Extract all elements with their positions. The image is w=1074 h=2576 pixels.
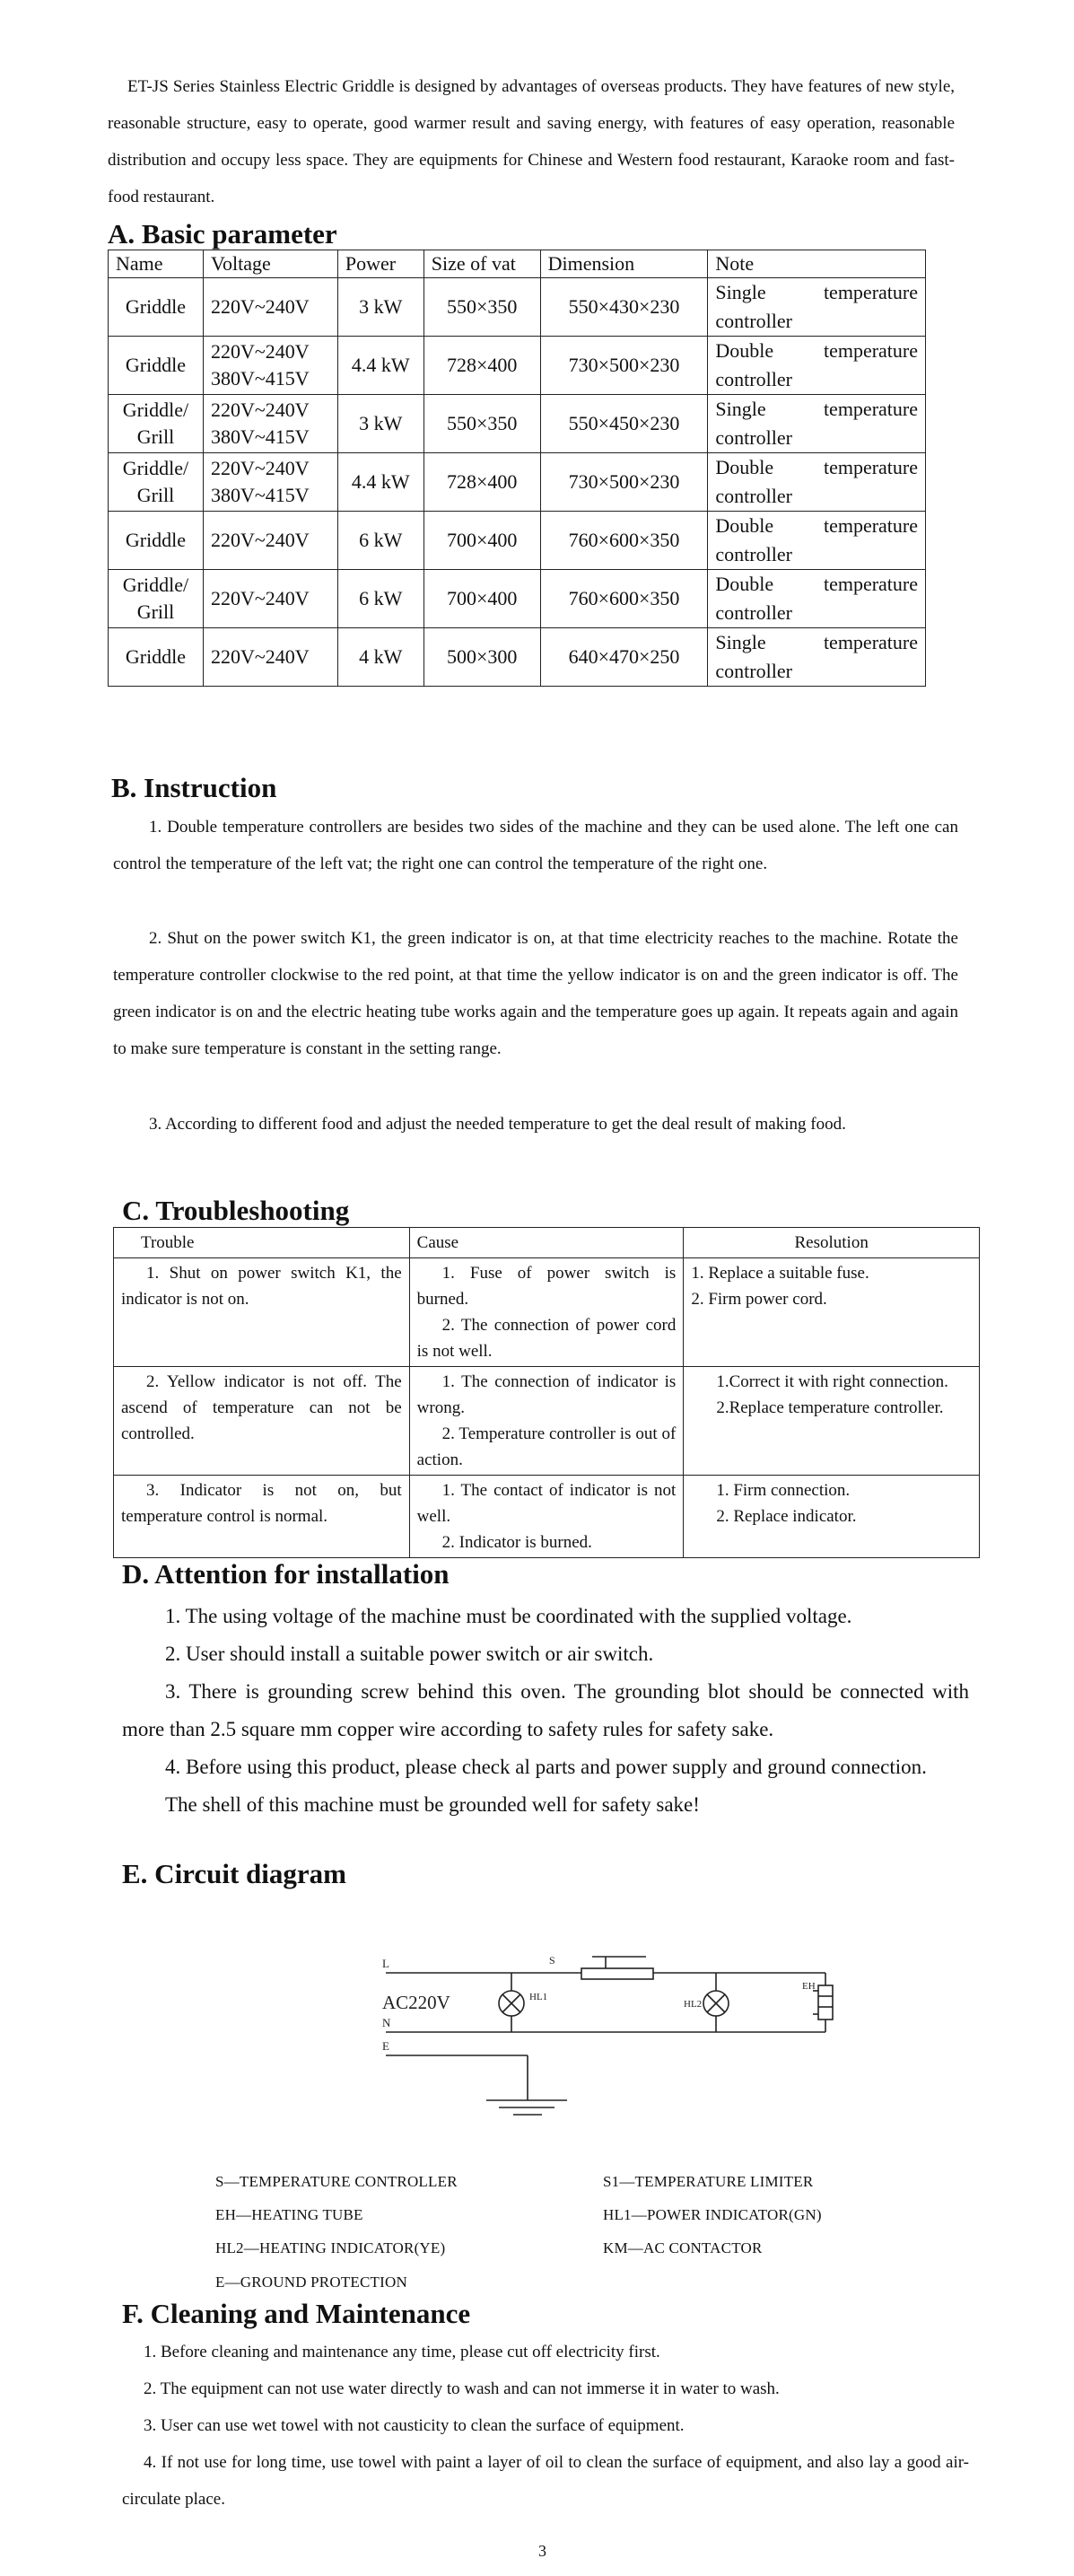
instruction-paragraph-2: 2. Shut on the power switch K1, the green indicator is on, at that time electricity reaches to the machine. Rotate the temperature controller clockwise to the red point, at that time the yellow indicator is on and the green indicator is off. The green indicator is on and the electric heating tube works again and the temperature goes up again. It repeats again and again to make sure temperature is constant in the setting range. (113, 929, 958, 1058)
table-cell-name: Griddle (109, 628, 204, 687)
table-cell-dimension: 730×500×230 (540, 453, 708, 512)
cleaning-list (122, 2334, 969, 2518)
table-cell-power: 6 kW (337, 570, 423, 628)
table-row (114, 1476, 980, 1558)
diagram-label-ac: AC220V (382, 1992, 450, 2013)
section-f-title: F. Cleaning and Maintenance (122, 2298, 471, 2329)
table-cell-size: 728×400 (423, 453, 540, 512)
resolution-line: 1. Firm connection. (716, 1481, 851, 1500)
table-cell-note: Double temperature controller (708, 512, 926, 570)
table-cell-voltage: 220V~240V (203, 512, 337, 570)
table-cell-name: Griddle (109, 278, 204, 337)
table-cell-power: 3 kW (337, 278, 423, 337)
list-item: 4. If not use for long time, use towel with paint a layer of oil to clean the surface of equipment, and also lay a good air-circulate place. (122, 2453, 969, 2509)
col-header: Cause (409, 1228, 684, 1258)
table-cell-dimension: 730×500×230 (540, 337, 708, 395)
trouble-text: 1. Shut on power switch K1, the indicator is not on. (121, 1264, 402, 1309)
table-row (109, 278, 926, 337)
table-cell-voltage: 220V~240V (203, 628, 337, 687)
table-cell-note: Single temperature controller (708, 278, 926, 337)
table-cell-size: 700×400 (423, 570, 540, 628)
table-cell-size: 728×400 (423, 337, 540, 395)
trouble-text: 3. Indicator is not on, but temperature control is normal. (121, 1481, 402, 1526)
cause-cell (409, 1476, 684, 1558)
table-cell-dimension: 640×470×250 (540, 628, 708, 687)
trouble-cell (114, 1258, 410, 1367)
list-item: 2. The equipment can not use water directly to wash and can not immerse it in water to wash. (144, 2379, 780, 2398)
list-item: 1. The using voltage of the machine must be coordinated with the supplied voltage. (165, 1605, 852, 1627)
section-d-title: D. Attention for installation (122, 1558, 450, 1590)
list-item: 2. User should install a suitable power switch or air switch. (165, 1643, 654, 1665)
table-row (109, 395, 926, 453)
table-row (114, 1367, 980, 1476)
legend-item: E—GROUND PROTECTION (215, 2274, 407, 2291)
legend-item: HL2—HEATING INDICATOR(YE) (215, 2239, 446, 2256)
diagram-label-hl1: HL1 (529, 1992, 548, 2002)
table-cell-note: Double temperature controller (708, 453, 926, 512)
table-header-row (109, 250, 926, 278)
troubleshooting-table (113, 1227, 980, 1558)
resolution-line: 2. Firm power cord. (691, 1290, 827, 1309)
resolution-line: 2.Replace temperature controller. (716, 1398, 944, 1417)
table-cell-name: Griddle (109, 337, 204, 395)
table-cell-name: Griddle/ Grill (109, 395, 204, 453)
table-cell-note: Double temperature controller (708, 570, 926, 628)
diagram-label-l: L (382, 1957, 389, 1970)
table-cell-voltage: 220V~240V 380V~415V (203, 395, 337, 453)
list-item: 3. There is grounding screw behind this oven. The grounding blot should be connected with more than 2.5 square mm copper wire according to safety rules for safety sake. (122, 1680, 969, 1740)
legend-item: S—TEMPERATURE CONTROLLER (215, 2173, 458, 2190)
cause-cell (409, 1258, 684, 1367)
legend-item: S1—TEMPERATURE LIMITER (603, 2173, 814, 2190)
table-row (114, 1258, 980, 1367)
cause-line: 1. The contact of indicator is not well. (416, 1481, 677, 1526)
table-cell-power: 4.4 kW (337, 453, 423, 512)
table-cell-name: Griddle/ Grill (109, 453, 204, 512)
cause-cell (409, 1367, 684, 1476)
table-cell-dimension: 760×600×350 (540, 512, 708, 570)
list-item: The shell of this machine must be grounded well for safety sake! (165, 1793, 700, 1816)
col-header: Trouble (114, 1228, 410, 1258)
diagram-label-n: N (382, 2016, 391, 2029)
col-header: Power (337, 250, 423, 278)
legend-item: EH—HEATING TUBE (215, 2206, 363, 2223)
legend-item: HL1—POWER INDICATOR(GN) (603, 2206, 822, 2223)
table-cell-size: 550×350 (423, 395, 540, 453)
resolution-cell (684, 1476, 980, 1558)
table-cell-power: 3 kW (337, 395, 423, 453)
circuit-diagram (359, 1939, 861, 2154)
cause-line: 2. Indicator is burned. (441, 1533, 592, 1552)
instruction-paragraph-3: 3. According to different food and adjust the needed temperature to get the deal result of making food. (149, 1115, 846, 1134)
section-b-title: B. Instruction (111, 772, 277, 803)
table-row (109, 570, 926, 628)
table-cell-note: Double temperature controller (708, 337, 926, 395)
table-row (109, 512, 926, 570)
cause-line: 1. Fuse of power switch is burned. (416, 1264, 677, 1309)
table-row (109, 628, 926, 687)
table-cell-voltage: 220V~240V 380V~415V (203, 337, 337, 395)
list-item: 1. Before cleaning and maintenance any time, please cut off electricity first. (144, 2343, 660, 2361)
diagram-label-eh: EH (802, 1981, 816, 1992)
list-item: 3. User can use wet towel with not causticity to clean the surface of equipment. (144, 2416, 685, 2435)
cause-line: 2. The connection of power cord is not well. (416, 1316, 677, 1361)
table-cell-power: 4 kW (337, 628, 423, 687)
resolution-line: 1. Replace a suitable fuse. (691, 1264, 869, 1283)
resolution-line: 1.Correct it with right connection. (716, 1372, 948, 1391)
table-cell-size: 700×400 (423, 512, 540, 570)
table-cell-power: 4.4 kW (337, 337, 423, 395)
col-header: Voltage (203, 250, 337, 278)
col-header: Dimension (540, 250, 708, 278)
trouble-cell (114, 1476, 410, 1558)
table-cell-name: Griddle/ Grill (109, 570, 204, 628)
table-cell-name: Griddle (109, 512, 204, 570)
trouble-text: 2. Yellow indicator is not off. The ascend of temperature can not be controlled. (121, 1372, 402, 1443)
diagram-label-s: S (549, 1954, 555, 1967)
page-number: 3 (538, 2542, 546, 2560)
trouble-cell (114, 1367, 410, 1476)
diagram-label-e: E (382, 2039, 389, 2053)
table-cell-voltage: 220V~240V (203, 278, 337, 337)
table-cell-note: Single temperature controller (708, 395, 926, 453)
basic-parameter-table (108, 250, 926, 687)
table-cell-voltage: 220V~240V 380V~415V (203, 453, 337, 512)
installation-list (122, 1598, 969, 1824)
col-header: Size of vat (423, 250, 540, 278)
col-header: Note (708, 250, 926, 278)
table-row (109, 453, 926, 512)
section-c-title: C. Troubleshooting (122, 1195, 350, 1226)
section-a-title: A. Basic parameter (108, 218, 337, 250)
table-header-row (114, 1228, 980, 1258)
instruction-paragraph-1: 1. Double temperature controllers are besides two sides of the machine and they can be used alone. The left one can control the temperature of the left vat; the right one can control the temperature of the right one. (113, 818, 958, 873)
list-item: 4. Before using this product, please check al parts and power supply and ground connection. (165, 1756, 927, 1778)
resolution-line: 2. Replace indicator. (716, 1507, 857, 1526)
col-header: Resolution (684, 1228, 980, 1258)
table-cell-dimension: 550×430×230 (540, 278, 708, 337)
table-cell-voltage: 220V~240V (203, 570, 337, 628)
table-cell-note: Single temperature controller (708, 628, 926, 687)
legend-item: KM—AC CONTACTOR (603, 2239, 763, 2256)
cause-line: 2. Temperature controller is out of action. (416, 1424, 677, 1469)
intro-paragraph: ET-JS Series Stainless Electric Griddle is designed by advantages of overseas products. They have features of new style, reasonable structure, easy to operate, good warmer result and saving energy, with features of easy operation, reasonable distribution and occupy less space. They are equipments for Chinese and Western food restaurant, Karaoke room and fast-food restaurant. (108, 77, 955, 206)
table-cell-dimension: 550×450×230 (540, 395, 708, 453)
col-header: Name (109, 250, 204, 278)
diagram-label-hl2: HL2 (684, 1999, 703, 2010)
table-row (109, 337, 926, 395)
resolution-cell (684, 1367, 980, 1476)
resolution-cell (684, 1258, 980, 1367)
cause-line: 1. The connection of indicator is wrong. (416, 1372, 677, 1417)
table-cell-size: 550×350 (423, 278, 540, 337)
section-e-title: E. Circuit diagram (122, 1858, 346, 1889)
table-cell-power: 6 kW (337, 512, 423, 570)
table-cell-size: 500×300 (423, 628, 540, 687)
table-cell-dimension: 760×600×350 (540, 570, 708, 628)
